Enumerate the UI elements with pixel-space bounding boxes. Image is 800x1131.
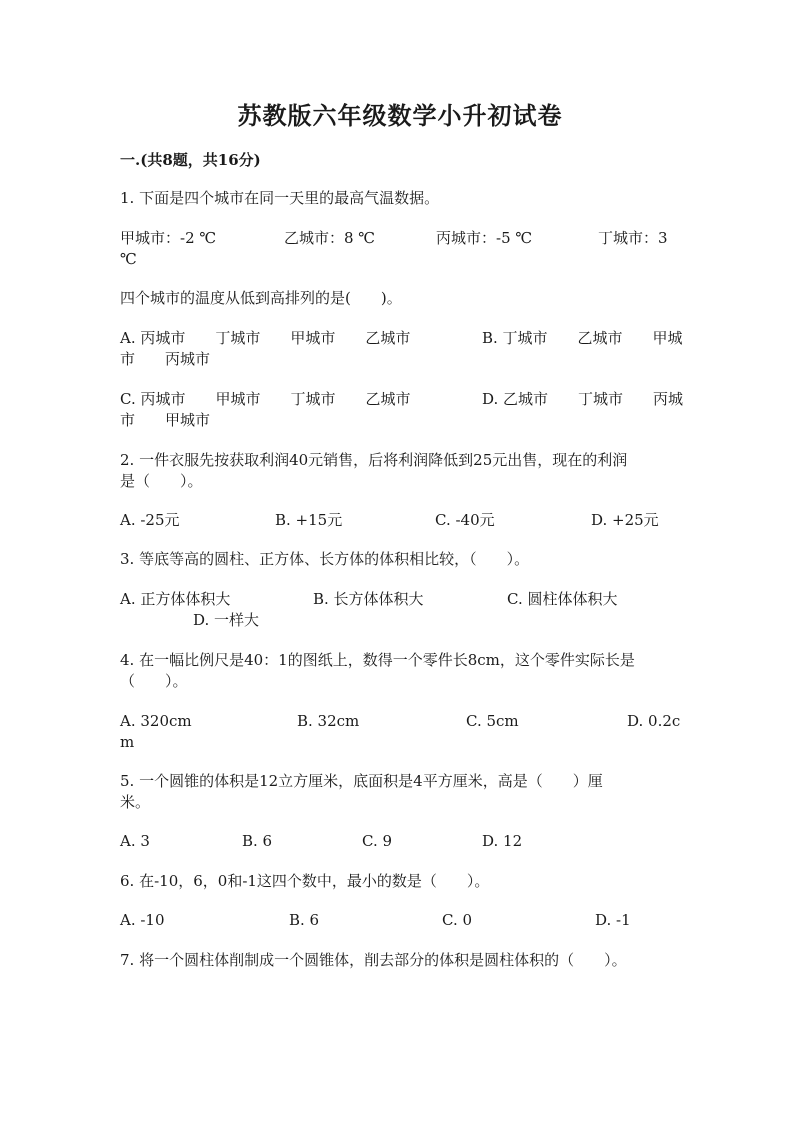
section-heading: 一.(共8题，共16分) [120,151,261,169]
q5-option-d: D. 12 [482,832,523,850]
q5-option-c: C. 9 [362,832,393,850]
q4-option-d-wrap: m [120,733,135,751]
question-5-stem-wrap: 米。 [120,793,151,811]
q2-option-a: A. -25元 [120,511,180,529]
q2-option-c: C. -40元 [435,511,495,529]
q6-option-d: D. -1 [595,911,631,929]
q1-temp-bing: 丙城市：-5 ℃ [436,229,533,247]
question-1-stem: 1. 下面是四个城市在同一天里的最高气温数据。 [120,189,440,207]
q5-option-a: A. 3 [120,832,150,850]
q4-option-c: C. 5cm [466,712,519,730]
q4-option-b: B. 32cm [297,712,360,730]
q1-option-a: A. 丙城市 丁城市 甲城市 乙城市 [120,329,411,347]
question-2-stem-wrap: 是（ ）。 [120,472,203,490]
q1-option-d: D. 乙城市 丁城市 丙城 [482,390,684,408]
q1-option-b: B. 丁城市 乙城市 甲城 [482,329,683,347]
q6-option-a: A. -10 [120,911,165,929]
q4-option-a: A. 320cm [120,712,192,730]
q1-option-b-wrap: 市 丙城市 [120,350,211,368]
q3-option-a: A. 正方体体积大 [120,590,231,608]
question-2-stem: 2. 一件衣服先按获取利润40元销售，后将利润降低到25元出售，现在的利润 [120,451,628,469]
q2-option-b: B. +15元 [275,511,343,529]
q6-option-c: C. 0 [442,911,473,929]
question-4-stem-wrap: （ ）。 [120,672,188,690]
question-7-stem: 7. 将一个圆柱体削制成一个圆锥体，削去部分的体积是圆柱体积的（ ）。 [120,951,627,969]
page-title: 苏教版六年级数学小升初试卷 [237,101,563,130]
question-3-stem: 3. 等底等高的圆柱、正方体、长方体的体积相比较，（ ）。 [120,550,530,568]
q4-option-d: D. 0.2c [627,712,681,730]
question-6-stem: 6. 在-10，6，0和-1这四个数中，最小的数是（ ）。 [120,872,490,890]
q1-temp-yi: 乙城市：8 ℃ [284,229,376,247]
question-1-ask: 四个城市的温度从低到高排列的是( )。 [120,289,402,307]
q3-option-b: B. 长方体体积大 [313,590,424,608]
q1-option-d-wrap: 市 甲城市 [120,411,211,429]
question-4-stem: 4. 在一幅比例尺是40：1的图纸上，数得一个零件长8cm，这个零件实际长是 [120,651,635,669]
q1-temp-jia: 甲城市：-2 ℃ [120,229,217,247]
q1-temp-unit-wrap: ℃ [120,250,137,268]
q2-option-d: D. +25元 [591,511,659,529]
q3-option-d: D. 一样大 [193,611,260,629]
question-5-stem: 5. 一个圆锥的体积是12立方厘米，底面积是4平方厘米，高是（ ）厘 [120,772,603,790]
q5-option-b: B. 6 [242,832,273,850]
q6-option-b: B. 6 [289,911,320,929]
q1-temp-ding: 丁城市：3 [598,229,668,247]
q3-option-c: C. 圆柱体体积大 [507,590,618,608]
q1-option-c: C. 丙城市 甲城市 丁城市 乙城市 [120,390,411,408]
